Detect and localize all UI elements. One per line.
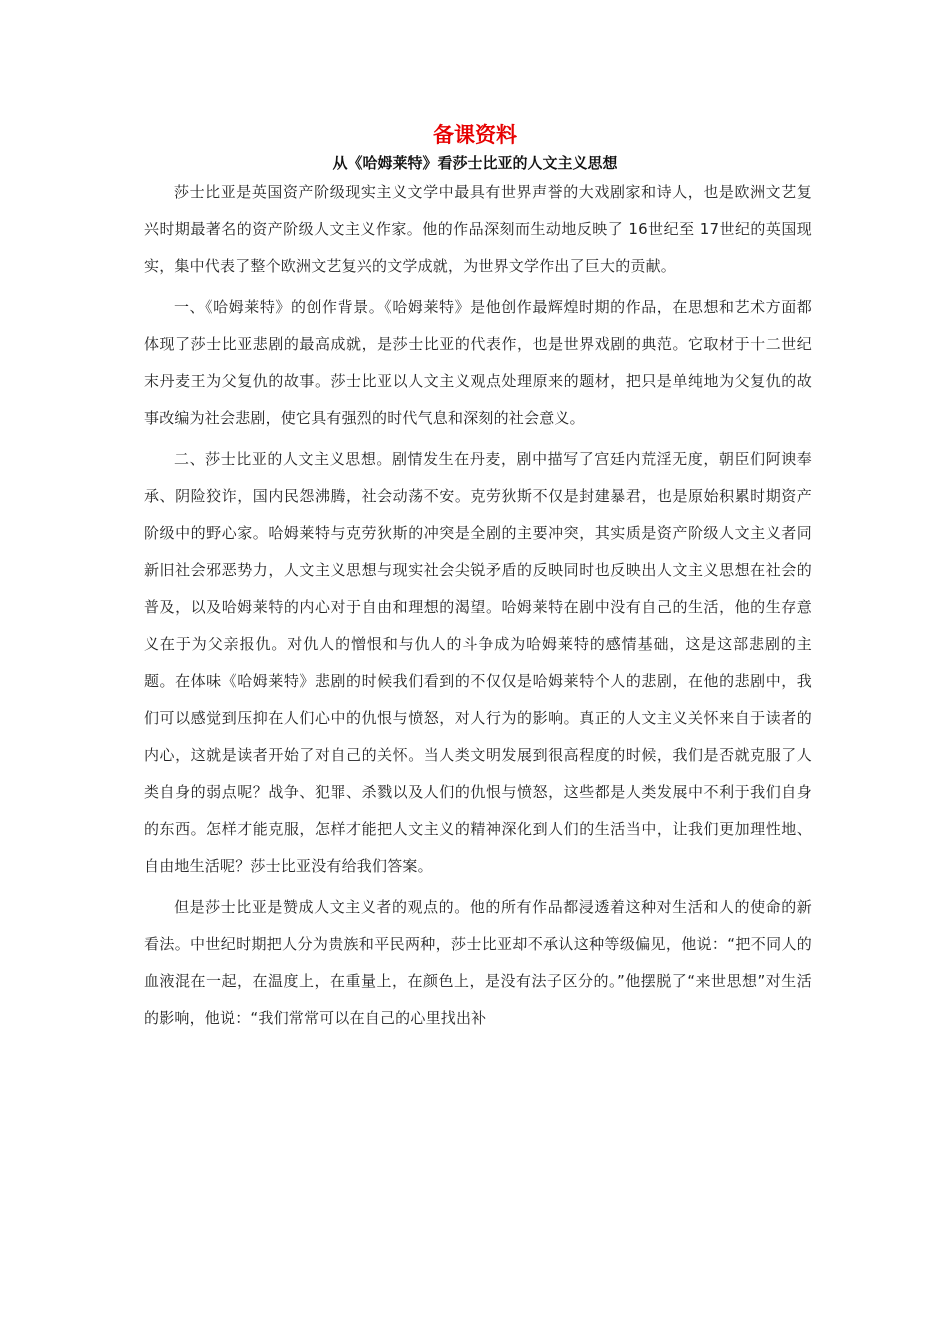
- paragraph-intro: 莎士比亚是英国资产阶级现实主义文学中最具有世界声誉的大戏剧家和诗人，也是欧洲文艺复兴时期最著名的资产阶级人文主义作家。他的作品深刻而生动地反映了 16世纪至 17世纪的英国现实，集中代表了整个欧洲文艺复兴的文学成就，为世界文学作出了巨大的贡献。: [144, 183, 812, 275]
- paragraph-background: 一、《哈姆莱特》的创作背景。《哈姆莱特》是他创作最辉煌时期的作品，在思想和艺术方面都体现了莎士比亚悲剧的最高成就，是莎士比亚的代表作，也是世界戏剧的典范。它取材于十二世纪末丹麦王为父复仇的故事。莎士比亚以人文主义观点处理原来的题材，把只是单纯地为父复仇的故事改编为社会悲剧，使它具有强烈的时代气息和深刻的社会意义。: [144, 298, 812, 427]
- document-subtitle: 从《哈姆莱特》看莎士比亚的人文主义思想: [332, 154, 618, 172]
- document-title: 备课资料: [433, 123, 517, 147]
- paragraph-view: 但是莎士比亚是赞成人文主义者的观点的。他的所有作品都浸透着这种对生活和人的使命的新看法。中世纪时期把人分为贵族和平民两种，莎士比亚却不承认这种等级偏见，他说：“把不同人的血液混在一起，在温度上，在重量上，在颜色上，是没有法子区分的。”他摆脱了“来世思想”对生活的影响，他说：“我们常常可以在自己的心里找出补: [144, 898, 812, 1027]
- paragraph-humanism: 二、莎士比亚的人文主义思想。剧情发生在丹麦，剧中描写了宫廷内荒淫无度，朝臣们阿谀奉承、阴险狡诈，国内民怨沸腾，社会动荡不安。克劳狄斯不仅是封建暴君，也是原始积累时期资产阶级中的野心家。哈姆莱特与克劳狄斯的冲突是全剧的主要冲突，其实质是资产阶级人文主义者同新旧社会邪恶势力，人文主义思想与现实社会尖锐矛盾的反映同时也反映出人文主义思想在社会的普及，以及哈姆莱特的内心对于自由和理想的渴望。哈姆莱特在剧中没有自己的生活，他的生存意义在于为父亲报仇。对仇人的憎恨和与仇人的斗争成为哈姆莱特的感情基础，这是这部悲剧的主题。在体味《哈姆莱特》悲剧的时候我们看到的不仅仅是哈姆莱特个人的悲剧，在他的悲剧中，我们可以感觉到压抑在人们心中的仇恨与愤怒，对人行为的影响。真正的人文主义关怀来自于读者的内心，这就是读者开始了对自己的关怀。当人类文明发展到很高程度的时候，我们是否就克服了人类自身的弱点呢？战争、犯罪、杀戮以及人们的仇恨与愤怒，这些都是人类发展中不利于我们自身的东西。怎样才能克服，怎样才能把人文主义的精神深化到人们的生活当中，让我们更加理性地、自由地生活呢？莎士比亚没有给我们答案。: [144, 450, 812, 875]
- document-body: [144, 174, 812, 1037]
